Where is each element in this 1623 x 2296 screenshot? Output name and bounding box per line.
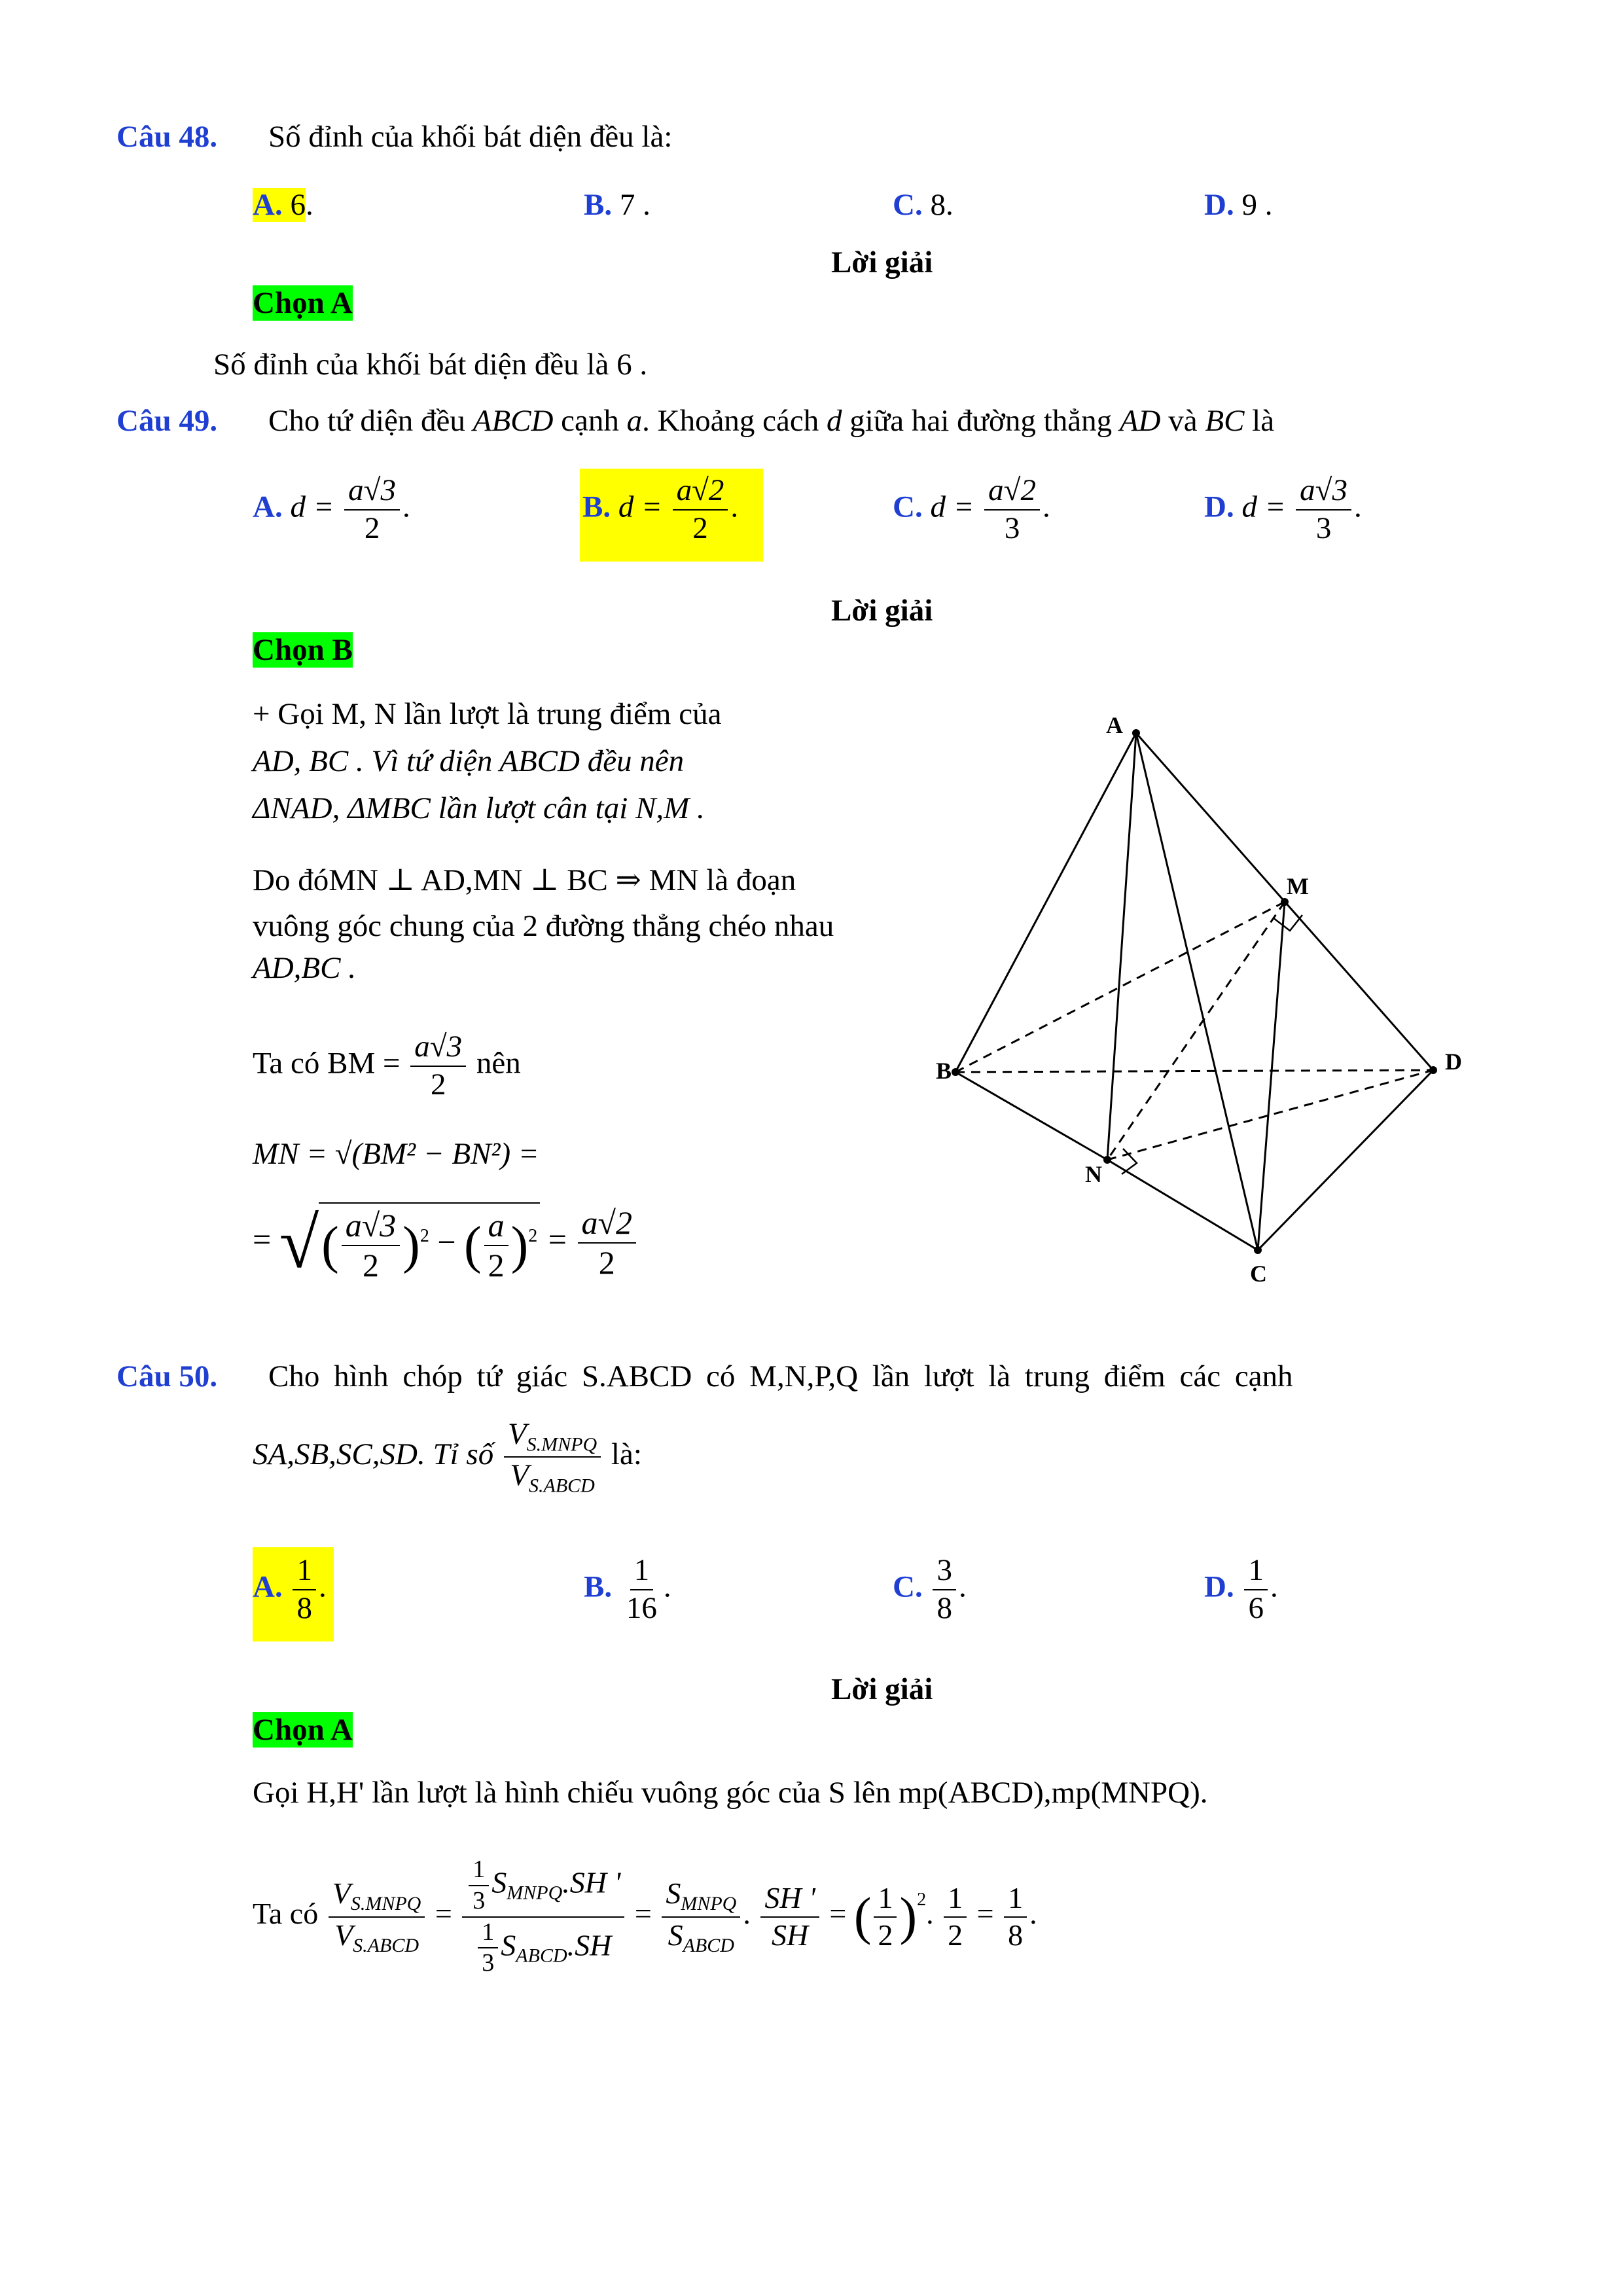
q49-text-4: giữa hai đường thẳng xyxy=(849,404,1113,438)
q49-option-a-lhs: d = xyxy=(290,490,334,524)
q49-and: và xyxy=(1168,404,1198,438)
q49-option-c-den: 3 xyxy=(1004,511,1020,545)
calc-half-den-1: 2 xyxy=(878,1918,893,1952)
calc-eq-4: = xyxy=(976,1897,994,1931)
q48-text: Số đỉnh của khối bát diện đều là: xyxy=(268,120,673,154)
q49-eq-end: = xyxy=(548,1221,567,1258)
q50-ratio-den-sub: S.ABCD xyxy=(529,1475,595,1497)
calc-half-den-2: 2 xyxy=(948,1918,963,1952)
tetrahedron-figure xyxy=(916,694,1492,1289)
calc-s-1-sub: MNPQ xyxy=(507,1882,563,1904)
q49-sol-line-6: AD,BC . xyxy=(253,951,356,985)
calc-s-4-sub: ABCD xyxy=(683,1934,734,1956)
q49-option-a-den: 2 xyxy=(364,511,380,545)
q49-text-1: Cho tứ diện đều xyxy=(268,404,465,438)
calc-v2: V xyxy=(334,1918,353,1952)
calc-result-den: 8 xyxy=(1008,1918,1024,1952)
q50-is: là: xyxy=(611,1437,642,1472)
q48-option-d-value: 9 xyxy=(1241,188,1257,222)
calc-eq-3: = xyxy=(829,1897,847,1931)
q49-sol-line-7 xyxy=(253,1030,521,1102)
q49-eq-start: = xyxy=(253,1221,272,1258)
calc-v1: V xyxy=(332,1876,351,1910)
q49-option-d-label: D. xyxy=(1204,490,1234,524)
q50-option-d-num: 1 xyxy=(1244,1554,1268,1590)
q49-sol-line-4: Do đóMN ⊥ AD,MN ⊥ BC ⇒ MN là đoạn xyxy=(253,863,796,897)
q48-explanation-text: Số đỉnh của khối bát diện đều là xyxy=(213,348,609,382)
q49-option-b: B. d = $\frac{a√2}{2}$ . xyxy=(582,473,739,545)
q48-solution-title: Lời giải xyxy=(831,245,933,279)
q48-option-d-label: D. xyxy=(1204,188,1234,222)
q50-option-b-den: 16 xyxy=(626,1590,657,1625)
q50-option-a: A. $\frac{1}{8}$ . xyxy=(253,1553,327,1625)
calc-third-num-1: 1 xyxy=(469,1856,489,1886)
calc-dot-3: . xyxy=(1029,1897,1037,1931)
edge-bn xyxy=(955,1072,1107,1160)
q49-option-b-num: a√2 xyxy=(673,474,728,511)
q48-explanation: Số đỉnh của khối bát diện đều là 6 . xyxy=(213,348,648,382)
calc-result-num: 1 xyxy=(1004,1882,1027,1918)
q50-option-c: C. $\frac{3}{8}$ . xyxy=(893,1553,967,1625)
edge-cd xyxy=(1258,1070,1433,1250)
q49-exp-1: 2 xyxy=(419,1226,429,1247)
q50-label: Câu 50. xyxy=(116,1359,218,1393)
q50-option-b-num: 1 xyxy=(630,1554,654,1590)
edge-bd xyxy=(955,1070,1433,1072)
q49-option-d-num: a√3 xyxy=(1296,474,1351,511)
q49-option-d-lhs: d = xyxy=(1241,490,1286,524)
edge-mc xyxy=(1258,902,1285,1250)
calc-exp: 2 xyxy=(917,1890,927,1910)
calc-v2-sub: S.ABCD xyxy=(353,1934,419,1956)
calc-sh-1: .SH xyxy=(567,1928,612,1962)
calc-s-4: S xyxy=(668,1918,683,1952)
calc-dot-1: . xyxy=(743,1897,751,1931)
calc-s-3-sub: MNPQ xyxy=(681,1893,737,1915)
q50-ratio-den: V xyxy=(510,1458,529,1493)
q49-bm-lhs: Ta có BM = xyxy=(253,1046,401,1081)
calc-third-den-1: 3 xyxy=(473,1886,486,1914)
q49-frac1-num: a√3 xyxy=(342,1208,400,1246)
edge-ab xyxy=(955,733,1136,1072)
label-m: M xyxy=(1287,873,1309,899)
q49-text-2: cạnh xyxy=(561,404,619,438)
q49-sol-line-5: vuông góc chung của 2 đường thẳng chéo nhau xyxy=(253,909,834,943)
q50-ratio-num-sub: S.MNPQ xyxy=(526,1433,597,1456)
q48-option-a-value: 6 xyxy=(290,188,306,222)
calc-third-den-2: 3 xyxy=(482,1949,495,1977)
calc-shp-2: SH ' xyxy=(760,1882,819,1918)
q48-option-b: B. 7 . xyxy=(584,188,651,222)
q49-option-c: C. d = $\frac{a√2}{3}$ . xyxy=(893,473,1050,545)
q49-distance: d xyxy=(827,404,842,438)
q49-frac2-den: 2 xyxy=(488,1247,505,1284)
q50-option-b: B. $\frac{1}{16}$ . xyxy=(584,1553,671,1625)
q49-bm-num: a√3 xyxy=(410,1030,466,1067)
label-b: B xyxy=(936,1058,952,1084)
q50-option-d-den: 6 xyxy=(1248,1590,1264,1625)
q50-option-d-label: D. xyxy=(1204,1570,1234,1604)
q50-option-a-label: A. xyxy=(253,1570,283,1604)
q49-option-d: D. d = $\frac{a√3}{3}$ . xyxy=(1204,473,1362,545)
q50-option-c-num: 3 xyxy=(933,1554,956,1590)
calc-half-num-1: 1 xyxy=(874,1882,897,1918)
calc-taco: Ta có xyxy=(253,1897,319,1931)
q50-choice: Chọn A xyxy=(253,1713,353,1747)
calc-s-2-sub: ABCD xyxy=(516,1945,567,1967)
q49-option-b-label: B. xyxy=(582,490,611,524)
q49-is: là xyxy=(1252,404,1275,438)
q48-option-d: D. 9 . xyxy=(1204,188,1273,222)
q49-option-b-den: 2 xyxy=(692,511,708,545)
q49-option-b-lhs: d = xyxy=(618,490,662,524)
q50-option-a-num: 1 xyxy=(293,1554,316,1590)
q49-minus: − xyxy=(437,1223,456,1261)
label-n: N xyxy=(1085,1161,1102,1187)
q49-option-c-lhs: d = xyxy=(930,490,974,524)
edge-mn xyxy=(1107,902,1285,1160)
q50-text: Cho hình chóp tứ giác S.ABCD có M,N,P,Q lần lượt là trung điểm các cạnh xyxy=(268,1359,1293,1393)
q49-solution-title: Lời giải xyxy=(831,594,933,628)
q49-result-num: a√2 xyxy=(578,1205,636,1244)
q50-option-b-label: B. xyxy=(584,1570,613,1604)
q48-explanation-value: 6 xyxy=(616,348,632,382)
q49-bm-den: 2 xyxy=(430,1067,446,1102)
q48-label: Câu 48. xyxy=(116,120,218,154)
q50-option-d: D. $\frac{1}{6}$ . xyxy=(1204,1553,1278,1625)
q48-choice: Chọn A xyxy=(253,286,353,320)
q49-tetra: ABCD xyxy=(473,404,554,438)
q50-calculation: Ta có $\frac{V_{S.MNPQ}}{V_{S.ABCD}}$ = $\frac{1}{3}$ $S_{MNPQ}.SH$ ' $\frac{1}{3}$ $S_{ABCD}.SH$ = $\frac{S_{MNPQ}}{S_{ABCD}}$ . $\frac{SH '}{SH}$ = ( $\frac{1}{2}$ )$^2$. $\frac{1}{2}$ = $\frac{1}{8}$ . xyxy=(253,1856,1037,1977)
q49-bm-then: nên xyxy=(476,1046,521,1081)
label-a: A xyxy=(1106,712,1123,738)
q49-exp-2: 2 xyxy=(528,1226,538,1247)
edge-nc xyxy=(1107,1160,1258,1250)
calc-s-1: S xyxy=(491,1865,507,1899)
calc-third-num-2: 1 xyxy=(478,1919,498,1949)
q49-option-a-label: A. xyxy=(253,490,283,524)
q49-choice: Chọn B xyxy=(253,633,353,667)
calc-s-3: S xyxy=(666,1876,681,1910)
q49-option-a: A. d = $\frac{a√3}{2}$ . xyxy=(253,473,410,545)
q49-edge: a xyxy=(626,404,643,438)
calc-half-num-2: 1 xyxy=(944,1882,967,1918)
q48-option-c-label: C. xyxy=(893,188,923,222)
q50-option-c-label: C. xyxy=(893,1570,923,1604)
calc-dot-2: . xyxy=(926,1897,934,1931)
q50-edges: SA,SB,SC,SD. Tỉ số xyxy=(253,1437,494,1472)
label-c: C xyxy=(1250,1261,1267,1287)
calc-shp-1: .SH ' xyxy=(562,1865,621,1899)
q49-option-a-num: a√3 xyxy=(344,474,400,511)
label-d: D xyxy=(1445,1049,1462,1075)
q48-option-c-value: 8 xyxy=(930,188,946,222)
q49-result-den: 2 xyxy=(598,1244,615,1282)
q50-sol-line-1: Gọi H,H' lần lượt là hình chiếu vuông góc của S lên mp(ABCD),mp(MNPQ). xyxy=(253,1776,1208,1810)
q48-option-b-label: B. xyxy=(584,188,613,222)
q49-line-bc: BC xyxy=(1205,404,1245,438)
calc-eq-1: = xyxy=(435,1897,452,1931)
calc-sh-2: SH xyxy=(771,1918,809,1952)
q49-frac2-num: a xyxy=(484,1208,508,1246)
q48-option-a: A. 6. xyxy=(253,188,313,222)
q49-sol-line-3: ΔNAD, ΔMBC lần lượt cân tại N,M . xyxy=(253,791,705,825)
q49-line-ad: AD xyxy=(1119,404,1161,438)
q49-text-3: . Khoảng cách xyxy=(642,404,819,438)
q50-option-a-den: 8 xyxy=(296,1590,312,1625)
q49-option-c-num: a√2 xyxy=(984,474,1040,511)
q50-ratio-num: V xyxy=(507,1417,527,1451)
q49-frac1-den: 2 xyxy=(362,1247,379,1284)
q48-option-c: C. 8. xyxy=(893,188,954,222)
calc-eq-2: = xyxy=(634,1897,652,1931)
edge-an xyxy=(1107,733,1136,1160)
q49-text xyxy=(268,403,1274,439)
q49-label: Câu 49. xyxy=(116,404,218,438)
q49-sol-line-9: = √( $\frac{a√3}{2}$ )$^2$ − ( $\frac{a}{2}$ )$^2$ = $\frac{a√2}{2}$ xyxy=(253,1202,639,1285)
q49-option-d-den: 3 xyxy=(1315,511,1332,545)
q49-option-c-label: C. xyxy=(893,490,923,524)
q49-sol-line-8: MN = √(BM² − BN²) = xyxy=(253,1137,539,1171)
q50-text-2 xyxy=(253,1418,642,1497)
edge-bm xyxy=(955,902,1285,1072)
q48-option-a-label: A. xyxy=(253,188,283,222)
q49-sol-line-2: AD, BC . Vì tứ diện ABCD đều nên xyxy=(253,744,685,778)
q50-solution-title: Lời giải xyxy=(831,1672,933,1706)
q48-option-b-value: 7 xyxy=(619,188,635,222)
calc-s-2: S xyxy=(501,1928,516,1962)
edge-ac xyxy=(1136,733,1258,1250)
q50-option-c-den: 8 xyxy=(936,1590,952,1625)
calc-v1-sub: S.MNPQ xyxy=(350,1893,421,1915)
q49-sol-line-1: + Gọi M, N lần lượt là trung điểm của xyxy=(253,697,722,731)
